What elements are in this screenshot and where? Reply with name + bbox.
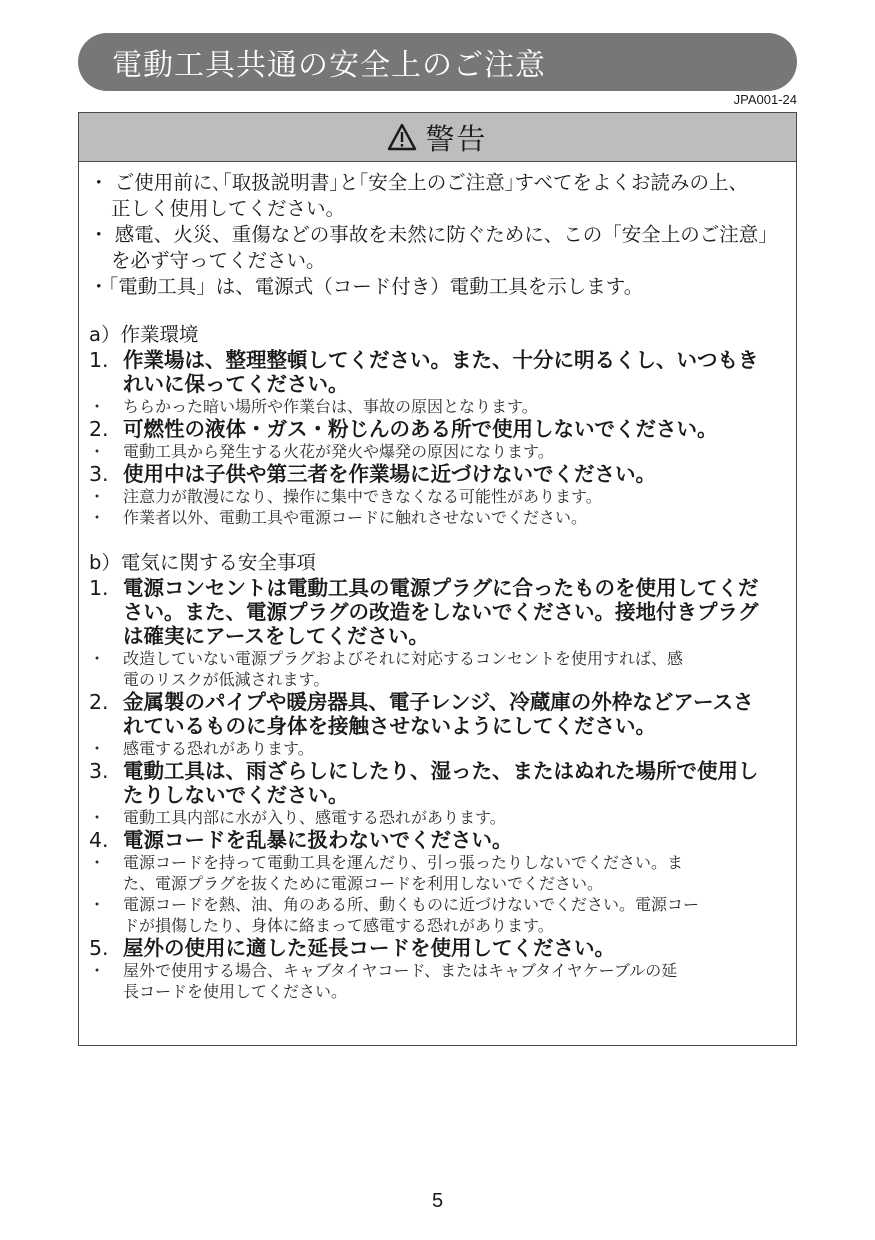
note-item	[89, 396, 782, 417]
intro-line: ・ ご使用前に､｢取扱説明書｣と｢安全上のご注意｣すべてをよくお読みの上、	[89, 171, 749, 194]
bullet: ・	[89, 961, 106, 980]
bullet: ・	[89, 649, 106, 668]
line-text: 電のリスクが低減されます。	[123, 670, 330, 689]
instruction-item	[89, 348, 782, 396]
line-text: ドが損傷したり、身体に絡まって感電する恐れがあります。	[123, 916, 554, 935]
instruction-line	[89, 417, 782, 441]
line-text: 感電する恐れがあります。	[123, 739, 314, 758]
instruction-item	[89, 759, 782, 807]
bullet: ・	[89, 487, 106, 506]
document-code: JPA001-24	[733, 92, 797, 107]
note-item	[89, 807, 782, 828]
line-text: たりしないでください。	[123, 783, 349, 807]
bullet: ・	[89, 853, 106, 872]
instruction-item	[89, 417, 782, 441]
note-item	[89, 960, 782, 1002]
instruction-line	[89, 690, 782, 714]
note-item	[89, 894, 782, 936]
note-line	[89, 648, 782, 669]
instruction-item	[89, 690, 782, 738]
item-number: 4.	[89, 828, 109, 852]
note-line	[89, 486, 782, 507]
warning-content	[79, 162, 796, 1002]
line-text: 屋外で使用する場合、キャブタイヤコード、またはキャブタイヤケーブルの延	[123, 961, 678, 980]
line-text: さい。また、電源プラグの改造をしないでください。接地付きプラグ	[123, 600, 759, 624]
line-text: 可燃性の液体・ガス・粉じんのある所で使用しないでください。	[123, 417, 718, 441]
instruction-line	[89, 624, 782, 648]
line-text: 改造していない電源プラグおよびそれに対応するコンセントを使用すれば、感	[123, 649, 684, 668]
note-line	[89, 894, 782, 915]
section-work-environment	[89, 322, 782, 528]
bullet: ・	[89, 739, 106, 758]
line-text: 屋外の使用に適した延長コードを使用してください。	[123, 936, 615, 960]
instruction-line	[89, 714, 782, 738]
note-line	[89, 441, 782, 462]
line-text: 作業者以外、電動工具や電源コードに触れさせないでください。	[123, 508, 588, 527]
note-item	[89, 441, 782, 462]
item-number: 3.	[89, 462, 109, 486]
bullet: ・	[89, 442, 106, 461]
line-text: れいに保ってください。	[123, 372, 349, 396]
line-text: 注意力が散漫になり、操作に集中できなくなる可能性があります。	[123, 487, 602, 506]
item-number: 1.	[89, 348, 109, 372]
note-item	[89, 738, 782, 759]
line-text: 電動工具は、雨ざらしにしたり、湿った、またはぬれた場所で使用し	[123, 759, 759, 783]
note-line	[89, 396, 782, 417]
bullet: ・	[89, 808, 106, 827]
note-item	[89, 486, 782, 507]
section-header-bar	[78, 33, 797, 91]
line-text: 電源コードを熱、油、角のある所、動くものに近づけないでください。電源コー	[123, 895, 700, 914]
bullet: ・	[89, 397, 106, 416]
note-line	[89, 669, 782, 690]
line-text: は確実にアースをしてください。	[123, 624, 429, 648]
instruction-item	[89, 462, 782, 486]
note-line	[89, 852, 782, 873]
line-text: 電源コードを持って電動工具を運んだり、引っ張ったりしないでください。ま	[123, 853, 684, 872]
line-text: 作業場は、整理整頓してください。また、十分に明るくし、いつもき	[123, 348, 759, 372]
line-text: 電動工具から発生する火花が発火や爆発の原因になります。	[123, 442, 554, 461]
line-text: 長コードを使用してください。	[123, 982, 348, 1001]
note-item	[89, 507, 782, 528]
instruction-line	[89, 759, 782, 783]
warning-triangle-icon	[387, 123, 417, 151]
note-item	[89, 648, 782, 690]
intro-line: を必ず守ってください。	[111, 249, 326, 272]
warning-header	[79, 113, 796, 162]
note-item	[89, 852, 782, 894]
instruction-line	[89, 600, 782, 624]
line-text: 使用中は子供や第三者を作業場に近づけないでください。	[123, 462, 656, 486]
intro-line: ・「電動工具」は、電源式（コード付き）電動工具を示します。	[89, 275, 644, 298]
instruction-line	[89, 348, 782, 372]
intro-line: 正しく使用してください。	[111, 197, 346, 220]
instruction-line	[89, 576, 782, 600]
item-number: 5.	[89, 936, 109, 960]
warning-box	[78, 112, 797, 1046]
line-text: れているものに身体を接触させないようにしてください。	[123, 714, 656, 738]
section-title: a）作業環境	[89, 323, 199, 346]
note-line	[89, 873, 782, 894]
page-title: 電動工具共通の安全上のご注意	[112, 48, 546, 83]
instruction-line	[89, 462, 782, 486]
line-text: 電源コードを乱暴に扱わないでください。	[123, 828, 513, 852]
warning-title: 警告	[425, 121, 488, 156]
intro-notes	[89, 170, 782, 300]
instruction-line	[89, 783, 782, 807]
item-number: 3.	[89, 759, 109, 783]
item-number: 2.	[89, 690, 109, 714]
section-title: b）電気に関する安全事項	[89, 551, 316, 574]
line-text: た、電源プラグを抜くために電源コードを利用しないでください。	[123, 874, 604, 893]
instruction-item	[89, 936, 782, 960]
page-number: 5	[431, 1190, 444, 1212]
line-text: 電源コンセントは電動工具の電源プラグに合ったものを使用してくだ	[123, 576, 759, 600]
line-text: ちらかった暗い場所や作業台は、事故の原因となります。	[123, 397, 538, 416]
intro-line: ・ 感電、火災、重傷などの事故を未然に防ぐために、この「安全上のご注意」	[89, 223, 778, 246]
note-line	[89, 807, 782, 828]
item-number: 2.	[89, 417, 109, 441]
line-text: 電動工具内部に水が入り、感電する恐れがあります。	[123, 808, 506, 827]
section-electrical-safety	[89, 550, 782, 1002]
instruction-line	[89, 372, 782, 396]
instruction-item	[89, 576, 782, 648]
note-line	[89, 915, 782, 936]
instruction-item	[89, 828, 782, 852]
note-line	[89, 981, 782, 1002]
note-line	[89, 738, 782, 759]
line-text: 金属製のパイプや暖房器具、電子レンジ、冷蔵庫の外枠などアースさ	[123, 690, 754, 714]
note-line	[89, 960, 782, 981]
note-line	[89, 507, 782, 528]
item-number: 1.	[89, 576, 109, 600]
instruction-line	[89, 828, 782, 852]
bullet: ・	[89, 508, 106, 527]
bullet: ・	[89, 895, 106, 914]
instruction-line	[89, 936, 782, 960]
